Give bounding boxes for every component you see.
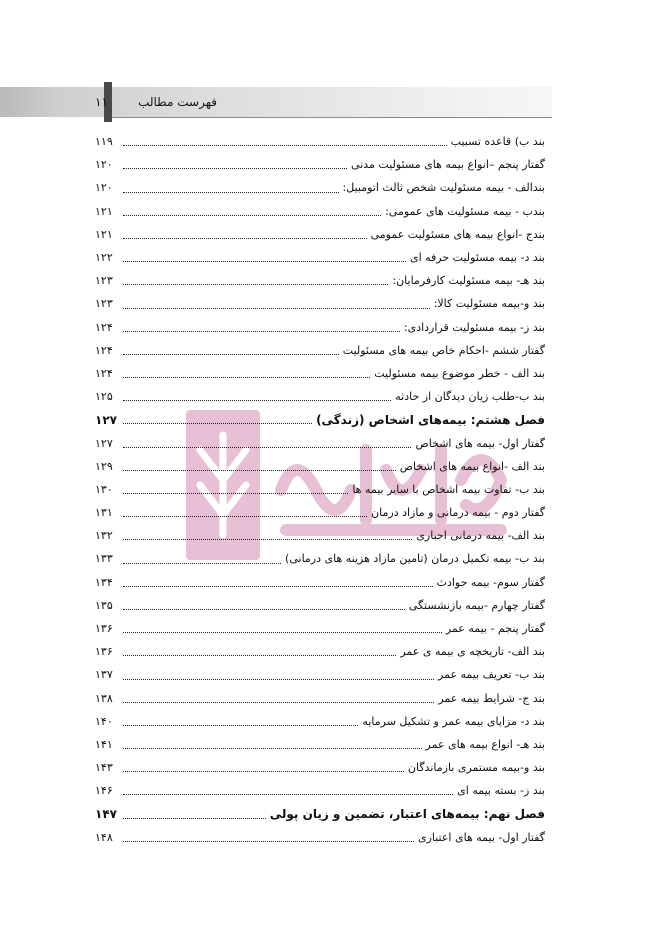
toc-entry-page-number: ۱۲۳: [95, 297, 113, 311]
toc-entry: [95, 200, 545, 223]
toc-entry: [95, 176, 545, 199]
dot-leader: [123, 283, 388, 285]
dot-leader: [123, 631, 442, 633]
toc-entry: [95, 594, 545, 617]
dot-leader: [123, 353, 339, 355]
toc-entry-title: بند الف -انواع بیمه های اشخاص: [399, 459, 545, 473]
toc-entry: [95, 663, 545, 686]
toc-entry-page-number: ۱۳۱: [95, 506, 113, 520]
dot-leader: [123, 144, 447, 146]
toc-entry: [95, 687, 545, 710]
toc-entry-title: گفتار اول- بیمه های اعتباری: [417, 830, 545, 844]
toc-entry-title: بند ب) قاعده تسبیب: [450, 135, 545, 149]
toc-chapter-entry: [95, 408, 545, 431]
dot-leader: [123, 747, 422, 749]
toc-entry-title: بند ب-طلب زیان دیدگان از حادثه: [395, 390, 545, 404]
toc-entry-title: فصل هشتم: بیمه‌های اشخاص (زندگی): [316, 412, 545, 427]
toc-entry: [95, 130, 545, 153]
header-rule: [112, 117, 552, 118]
toc-entry: [95, 571, 545, 594]
dot-leader: [123, 376, 370, 378]
dot-leader: [123, 515, 367, 517]
toc-entry: [95, 617, 545, 640]
toc-entry-page-number: ۱۴۸: [95, 830, 113, 844]
toc-entry-title: بند د- بیمه مسئولیت حرفه ای: [409, 251, 545, 265]
toc-entry: [95, 292, 545, 315]
toc-entry-title: بند ب- تعریف بیمه عمر: [438, 668, 545, 682]
toc-entry-title: گفتار پنجم –انواع بیمه های مسئولیت مدنی: [351, 158, 545, 172]
toc-entry-page-number: ۱۲۹: [95, 459, 113, 473]
toc-entry-page-number: ۱۲۴: [95, 320, 113, 334]
running-header-page-number: ۱۱: [95, 95, 108, 109]
dot-leader: [123, 330, 400, 332]
toc-entry-page-number: ۱۲۷: [95, 412, 117, 427]
toc-entry-title: بند ب- بیمه تکمیل درمان (تامین مازاد هزینه های درمانی): [285, 552, 545, 566]
toc-entry-title: بندج -انواع بیمه های مسئولیت عمومی: [370, 227, 545, 241]
toc-entry-title: گفتار دوم - بیمه درمانی و مازاد درمان: [371, 506, 545, 520]
toc-entry: [95, 478, 545, 501]
toc-entry-page-number: ۱۴۱: [95, 737, 113, 751]
toc-entry-page-number: ۱۳۶: [95, 645, 113, 659]
dot-leader: [123, 724, 358, 726]
toc-entry-title: گفتار ششم -احکام خاص بیمه های مسئولیت: [342, 343, 545, 357]
toc-entry-title: بند ز- بیمه مسئولیت قراردادی:: [403, 320, 545, 334]
toc-entry-title: بند هـ- انواع بیمه های عمر: [425, 737, 545, 751]
toc-entry-title: فصل نهم: بیمه‌های اعتبار، تضمین و زیان پولی: [269, 807, 545, 822]
toc-entry-page-number: ۱۲۳: [95, 274, 113, 288]
toc-entry: [95, 826, 545, 849]
toc-entry-page-number: ۱۲۵: [95, 390, 113, 404]
toc-entry-page-number: ۱۲۰: [95, 181, 113, 195]
dot-leader: [123, 399, 391, 401]
dot-leader: [123, 770, 404, 772]
dot-leader: [123, 840, 414, 842]
dot-leader: [123, 678, 434, 680]
toc-entry-page-number: ۱۳۴: [95, 575, 113, 589]
dot-leader: [123, 469, 396, 471]
toc-chapter-entry: [95, 802, 545, 825]
toc-entry: [95, 710, 545, 733]
toc-entry: [95, 501, 545, 524]
header-band: [0, 87, 552, 117]
toc-entry-title: بند هـ- بیمه مسئولیت کارفرمایان:: [392, 274, 545, 288]
toc-entry-page-number: ۱۳۰: [95, 482, 113, 496]
toc-entry: [95, 316, 545, 339]
toc-entry: [95, 640, 545, 663]
toc-entry: [95, 756, 545, 779]
toc-entry: [95, 339, 545, 362]
dot-leader: [123, 214, 381, 216]
toc-entry-title: بند الف- تاریخچه ی بیمه ی عمر: [400, 645, 545, 659]
toc-entry-page-number: ۱۳۳: [95, 552, 113, 566]
toc-entry-title: بند ج- شرایط بیمه عمر: [438, 691, 545, 705]
toc-entry-title: بند ز- بسته بیمه ای: [457, 784, 545, 798]
toc-entry-page-number: ۱۴۰: [95, 714, 113, 728]
toc-entry-page-number: ۱۳۲: [95, 529, 113, 543]
toc-entry: [95, 779, 545, 802]
dot-leader: [123, 446, 411, 448]
toc-entry-page-number: ۱۲۴: [95, 343, 113, 357]
toc-entry-title: گفتار چهارم -بیمه بازنشستگی: [408, 598, 545, 612]
toc-entry-title: گفتار اول- بیمه های اشخاص: [415, 436, 545, 450]
dot-leader: [123, 191, 339, 193]
dot-leader: [123, 237, 367, 239]
toc-entry-title: بندب - بیمه مسئولیت های عمومی:: [385, 204, 545, 218]
toc-entry: [95, 246, 545, 269]
toc-entry: [95, 385, 545, 408]
toc-entry-title: بند و-بیمه مسئولیت کالا:: [433, 297, 545, 311]
toc-entry-title: بند و-بیمه مستمری بازماندگان: [407, 761, 545, 775]
toc-entry-title: گفتار پنجم - بیمه عمر: [445, 622, 545, 636]
dot-leader: [123, 307, 430, 309]
toc-entry-page-number: ۱۲۷: [95, 436, 113, 450]
running-header-title: فهرست مطالب: [138, 95, 217, 109]
toc-entry: [95, 547, 545, 570]
toc-entry: [95, 223, 545, 246]
toc-entry-page-number: ۱۲۱: [95, 204, 113, 218]
dot-leader: [123, 585, 433, 587]
toc-entry-title: بندالف - بیمه مسئولیت شخص ثالث اتومبیل:: [342, 181, 545, 195]
toc-entry: [95, 153, 545, 176]
toc-entry-page-number: ۱۲۴: [95, 366, 113, 380]
toc-entry: [95, 455, 545, 478]
toc-entry-page-number: ۱۴۶: [95, 784, 113, 798]
dot-leader: [123, 260, 406, 262]
toc-entry-page-number: ۱۳۷: [95, 668, 113, 682]
toc-entry-title: بند د- مزایای بیمه عمر و تشکیل سرمایه: [362, 714, 545, 728]
dot-leader: [123, 562, 281, 564]
table-of-contents: [95, 130, 545, 849]
toc-entry-title: بند الف - خطر موضوع بیمه مسئولیت: [374, 366, 545, 380]
toc-entry-page-number: ۱۳۶: [95, 622, 113, 636]
toc-entry-page-number: ۱۲۰: [95, 158, 113, 172]
dot-leader: [123, 701, 434, 703]
toc-entry-title: گفتار سوم- بیمه حوادث: [436, 575, 545, 589]
toc-entry-page-number: ۱۲۲: [95, 251, 113, 265]
toc-entry: [95, 733, 545, 756]
dot-leader: [123, 608, 405, 610]
dot-leader: [123, 538, 412, 540]
dot-leader: [123, 817, 266, 819]
toc-entry-title: بند الف- بیمه درمانی اجباری: [416, 529, 545, 543]
toc-entry-page-number: ۱۴۷: [95, 807, 117, 822]
dot-leader: [123, 167, 347, 169]
toc-entry: [95, 362, 545, 385]
toc-entry-page-number: ۱۲۱: [95, 227, 113, 241]
toc-entry: [95, 269, 545, 292]
dot-leader: [123, 422, 312, 424]
toc-entry-page-number: ۱۱۹: [95, 135, 113, 149]
toc-entry-title: بند ب- تفاوت بیمه اشخاص با سایر بیمه ها: [352, 482, 545, 496]
dot-leader: [123, 492, 348, 494]
toc-entry-page-number: ۱۴۳: [95, 761, 113, 775]
toc-entry-page-number: ۱۳۵: [95, 598, 113, 612]
toc-entry: [95, 431, 545, 454]
dot-leader: [123, 654, 396, 656]
toc-entry: [95, 524, 545, 547]
toc-entry-page-number: ۱۳۸: [95, 691, 113, 705]
dot-leader: [123, 793, 453, 795]
